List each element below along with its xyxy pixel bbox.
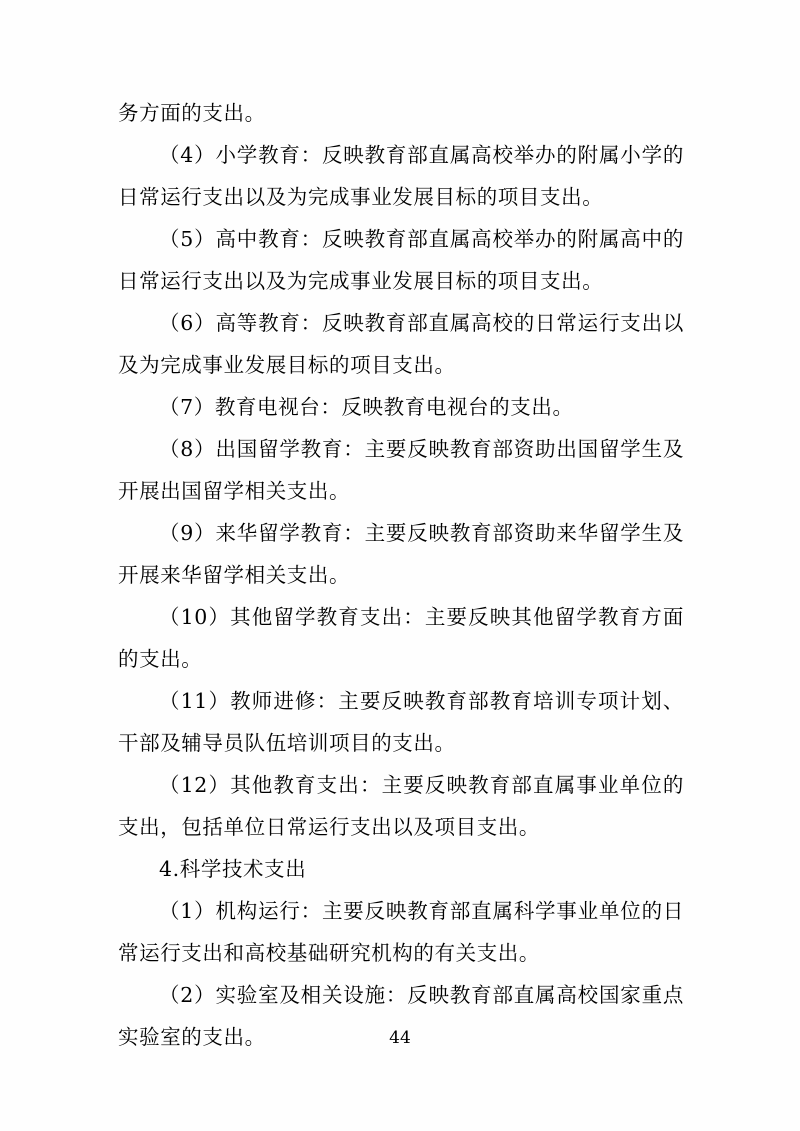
paragraph: （6）高等教育：反映教育部直属高校的日常运行支出以及为完成事业发展目标的项目支出。 [118, 311, 684, 377]
paragraph: （12）其他教育支出：主要反映教育部直属事业单位的支出，包括单位日常运行支出以及项目支出。 [118, 773, 684, 839]
paragraph: （5）高中教育：反映教育部直属高校举办的附属高中的日常运行支出以及为完成事业发展目标的项目支出。 [118, 227, 684, 293]
document-body [118, 92, 684, 1058]
paragraph: （9）来华留学教育：主要反映教育部资助来华留学生及开展来华留学相关支出。 [118, 521, 684, 587]
paragraph: （1）机构运行：主要反映教育部直属科学事业单位的日常运行支出和高校基础研究机构的有关支出。 [118, 899, 684, 965]
paragraph: （10）其他留学教育支出：主要反映其他留学教育方面的支出。 [118, 605, 684, 671]
page-number: 44 [389, 1028, 411, 1048]
paragraph: （8）出国留学教育：主要反映教育部资助出国留学生及开展出国留学相关支出。 [118, 437, 684, 503]
paragraph: （2）实验室及相关设施：反映教育部直属高校国家重点实验室的支出。 [118, 983, 684, 1049]
paragraph: （11）教师进修：主要反映教育部教育培训专项计划、干部及辅导员队伍培训项目的支出。 [118, 689, 684, 755]
paragraph: 务方面的支出。 [118, 101, 266, 125]
paragraph: 4.科学技术支出 [159, 857, 307, 881]
paragraph: （4）小学教育：反映教育部直属高校举办的附属小学的日常运行支出以及为完成事业发展目标的项目支出。 [118, 143, 684, 209]
paragraph: （7）教育电视台：反映教育电视台的支出。 [159, 395, 574, 419]
